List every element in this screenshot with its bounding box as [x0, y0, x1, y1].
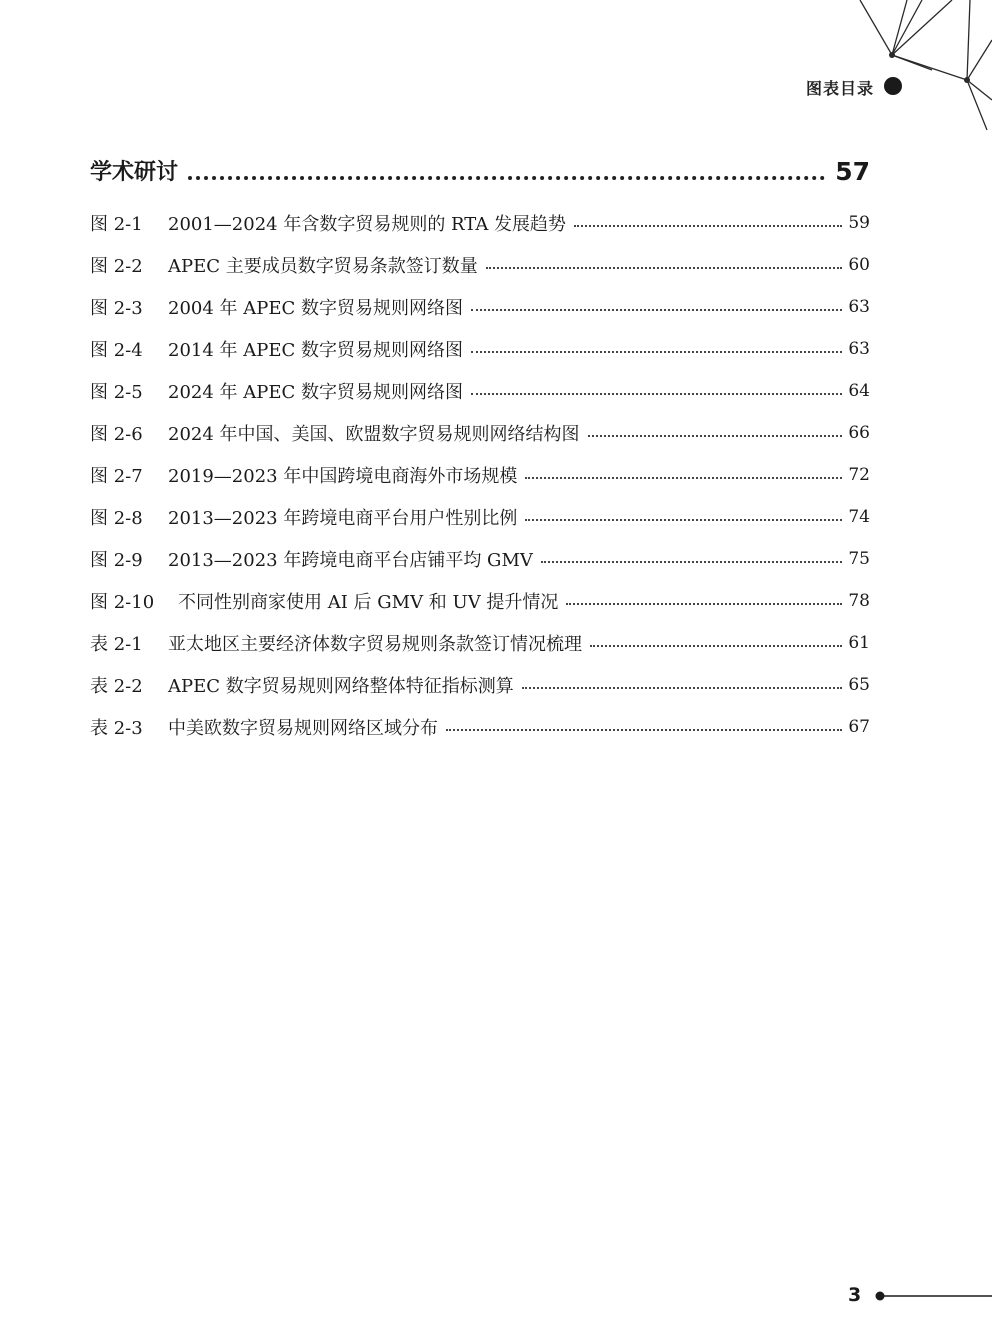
entry-page-number: 78: [848, 591, 870, 611]
toc-entry[interactable]: [90, 496, 870, 538]
toc-entry[interactable]: [90, 244, 870, 286]
dot-leader: [522, 687, 843, 689]
entry-label: 图 2-10: [90, 592, 155, 613]
dot-leader: [541, 561, 842, 563]
entry-title: APEC 数字贸易规则网络整体特征指标测算: [168, 676, 514, 697]
entry-title: 亚太地区主要经济体数字贸易规则条款签订情况梳理: [168, 634, 582, 655]
toc-entry-list: [90, 202, 870, 748]
toc-entry[interactable]: [90, 454, 870, 496]
entry-label: 表 2-3: [90, 718, 143, 739]
dot-leader: [588, 435, 843, 437]
entry-label: 图 2-9: [90, 550, 143, 571]
entry-title: 中美欧数字贸易规则网络区域分布: [168, 718, 438, 739]
entry-title: 2001—2024 年含数字贸易规则的 RTA 发展趋势: [168, 214, 567, 235]
toc-entry[interactable]: [90, 580, 870, 622]
toc-entry[interactable]: [90, 328, 870, 370]
toc-entry[interactable]: [90, 286, 870, 328]
entry-page-number: 67: [848, 717, 870, 737]
footer-dot-line: [874, 1290, 992, 1302]
entry-page-number: 65: [848, 675, 870, 695]
entry-page-number: 64: [848, 381, 870, 401]
toc-section-heading[interactable]: [90, 155, 870, 186]
entry-label: 图 2-6: [90, 424, 143, 445]
dot-leader: [525, 477, 842, 479]
entry-title: 2004 年 APEC 数字贸易规则网络图: [168, 298, 463, 319]
page-number: 3: [848, 1284, 862, 1306]
entry-page-number: 63: [848, 339, 870, 359]
toc-entry[interactable]: [90, 664, 870, 706]
dot-leader: [525, 519, 842, 521]
entry-page-number: 59: [848, 213, 870, 233]
entry-page-number: 74: [848, 507, 870, 527]
entry-title: 2024 年中国、美国、欧盟数字贸易规则网络结构图: [168, 424, 580, 445]
entry-title: 2013—2023 年跨境电商平台店铺平均 GMV: [168, 550, 533, 571]
entry-label: 表 2-1: [90, 634, 143, 655]
entry-label: 图 2-4: [90, 340, 143, 361]
entry-title: 2014 年 APEC 数字贸易规则网络图: [168, 340, 463, 361]
section-page-number: 57: [835, 157, 870, 186]
network-decoration: [852, 0, 992, 150]
entry-page-number: 66: [848, 423, 870, 443]
entry-title: APEC 主要成员数字贸易条款签订数量: [168, 256, 478, 277]
entry-label: 图 2-7: [90, 466, 143, 487]
dot-leader: [574, 225, 842, 227]
entry-label: 图 2-1: [90, 214, 143, 235]
entry-label: 图 2-8: [90, 508, 143, 529]
entry-title: 2019—2023 年中国跨境电商海外市场规模: [168, 466, 518, 487]
section-title: 学术研讨: [90, 160, 179, 185]
entry-title: 2024 年 APEC 数字贸易规则网络图: [168, 382, 463, 403]
entry-page-number: 61: [848, 633, 870, 653]
entry-page-number: 60: [848, 255, 870, 275]
dot-leader: [566, 603, 842, 605]
toc-entry[interactable]: [90, 706, 870, 748]
dot-leader: [188, 176, 825, 180]
toc-entry[interactable]: [90, 622, 870, 664]
toc-entry[interactable]: [90, 370, 870, 412]
dot-leader: [486, 267, 843, 269]
dot-leader: [471, 393, 842, 395]
entry-page-number: 75: [848, 549, 870, 569]
entry-page-number: 63: [848, 297, 870, 317]
toc-entry[interactable]: [90, 412, 870, 454]
entry-page-number: 72: [848, 465, 870, 485]
dot-leader: [471, 351, 842, 353]
entry-label: 图 2-3: [90, 298, 143, 319]
dot-leader: [590, 645, 842, 647]
running-header: 图表目录: [805, 79, 874, 98]
toc-entry[interactable]: [90, 538, 870, 580]
header-dot-icon: [883, 76, 903, 96]
entry-title: 不同性别商家使用 AI 后 GMV 和 UV 提升情况: [178, 592, 559, 613]
entry-label: 图 2-2: [90, 256, 143, 277]
dot-leader: [471, 309, 842, 311]
entry-label: 表 2-2: [90, 676, 143, 697]
toc-entry[interactable]: [90, 202, 870, 244]
dot-leader: [446, 729, 842, 731]
entry-title: 2013—2023 年跨境电商平台用户性别比例: [168, 508, 518, 529]
entry-label: 图 2-5: [90, 382, 143, 403]
